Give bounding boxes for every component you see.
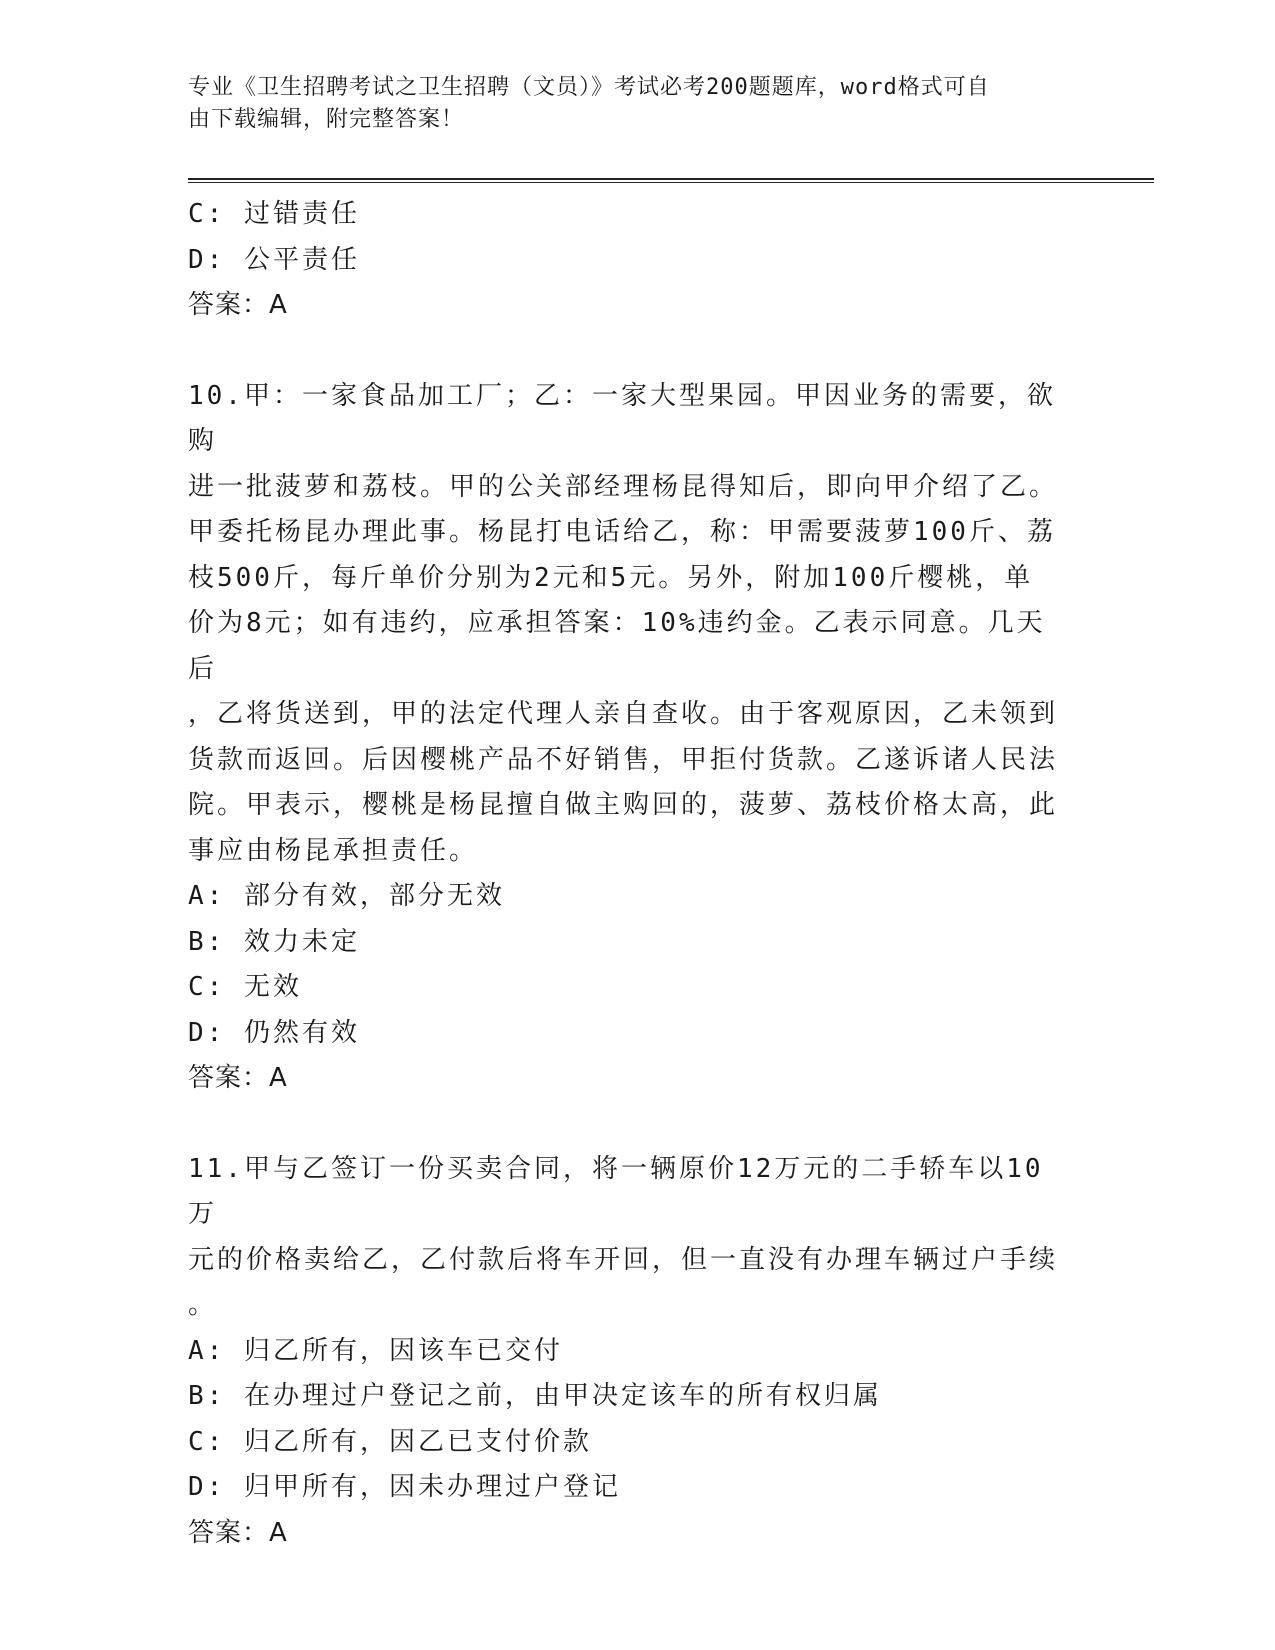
question-stem-line: 枝500斤，每斤单价分别为2元和5元。另外，附加100斤樱桃，单 xyxy=(188,562,1034,593)
option-a: A: 部分有效，部分无效 xyxy=(188,881,505,911)
spacer xyxy=(188,1102,1068,1147)
answer: 答案：A xyxy=(188,1517,288,1548)
question-stem-line: 。 xyxy=(188,1290,218,1320)
answer: 答案：A xyxy=(188,290,288,320)
question-stem-line: 事应由杨昆承担责任。 xyxy=(188,835,479,866)
question-stem-line: 甲委托杨昆办理此事。杨昆打电话给乙，称：甲需要菠萝100斤、荔 xyxy=(188,517,1056,547)
option-c: C: 过错责任 xyxy=(188,199,360,229)
option-d: D: 公平责任 xyxy=(188,244,360,275)
question-stem-line: 院。甲表示，樱桃是杨昆擅自做主购回的，菠萝、荔枝价格太高，此 xyxy=(188,790,1059,820)
question-stem-line: 价为8元；如有违约，应承担答案：10%违约金。乙表示同意。几天后 xyxy=(188,608,1046,684)
option-b: B: 在办理过户登记之前，由甲决定该车的所有权归属 xyxy=(188,1381,882,1411)
document-header xyxy=(188,72,1068,136)
question-stem-line: 进一批菠萝和荔枝。甲的公关部经理杨昆得知后，即向甲介绍了乙。 xyxy=(188,471,1059,502)
option-c: C: 归乙所有，因乙已支付价款 xyxy=(188,1426,592,1457)
question-stem-line: 10.甲：一家食品加工厂；乙：一家大型果园。甲因业务的需要，欲购 xyxy=(188,380,1056,456)
option-d: D: 归甲所有，因未办理过户登记 xyxy=(188,1472,621,1502)
answer: 答案：A xyxy=(188,1063,288,1093)
question-11 xyxy=(188,1147,1068,1557)
option-b: B: 效力未定 xyxy=(188,926,360,957)
header-line-1: 专业《卫生招聘考试之卫生招聘（文员）》考试必考200题题库，word格式可自 xyxy=(188,75,990,100)
question-stem-line: 11.甲与乙签订一份买卖合同，将一辆原价12万元的二手轿车以10万 xyxy=(188,1153,1044,1229)
header-line-2: 由下载编辑，附完整答案！ xyxy=(188,107,465,132)
question-9 xyxy=(188,192,1068,329)
spacer xyxy=(188,329,1068,374)
document-body xyxy=(188,192,1068,1556)
header-divider-thin xyxy=(188,182,1154,183)
header-divider xyxy=(188,178,1154,180)
question-stem-line: ，乙将货送到，甲的法定代理人亲自查收。由于客观原因，乙未领到 xyxy=(188,699,1059,729)
option-a: A: 归乙所有，因该车已交付 xyxy=(188,1335,563,1366)
option-d: D: 仍然有效 xyxy=(188,1017,360,1048)
question-stem-line: 元的价格卖给乙，乙付款后将车开回，但一直没有办理车辆过户手续 xyxy=(188,1244,1059,1275)
question-stem-line: 货款而返回。后因樱桃产品不好销售，甲拒付货款。乙遂诉诸人民法 xyxy=(188,744,1059,775)
option-c: C: 无效 xyxy=(188,972,302,1002)
question-10 xyxy=(188,374,1068,1102)
